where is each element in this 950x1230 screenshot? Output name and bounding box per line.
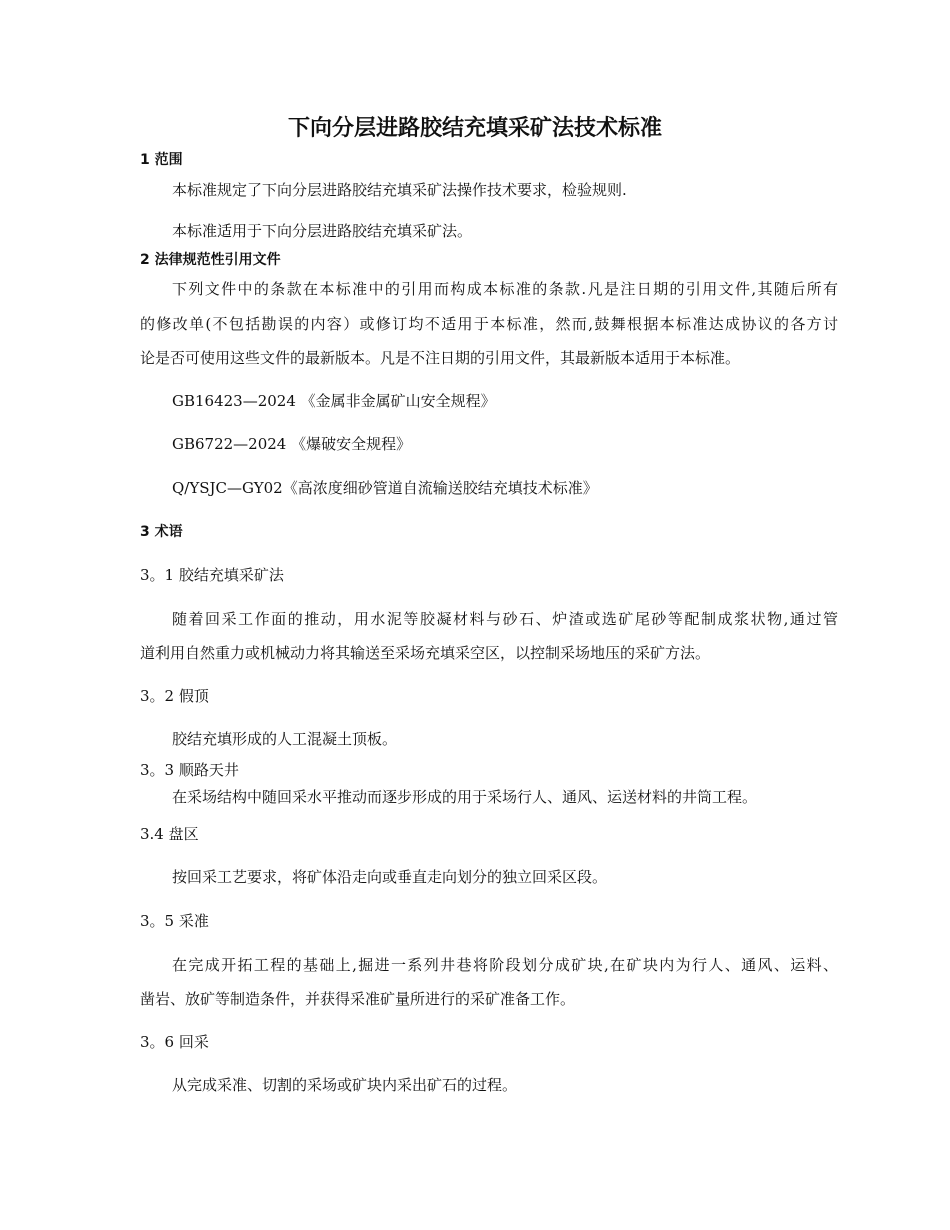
term-3-3-definition: 在采场结构中随回采水平推动而逐步形成的用于采场行人、通风、运送材料的井筒工程。 [172,788,758,806]
section-1-paragraph-2: 本标准适用于下向分层进路胶结充填采矿法。 [172,222,473,240]
term-3-5-label: 3。5 采准 [140,912,209,930]
term-3-6-definition: 从完成采准、切割的采场或矿块内采出矿石的过程。 [172,1076,518,1094]
term-3-1-label: 3。1 胶结充填采矿法 [140,566,284,584]
term-3-2-definition: 胶结充填形成的人工混凝土顶板。 [172,730,398,748]
section-1-paragraph-1: 本标准规定了下向分层进路胶结充填采矿法操作技术要求，检验规则. [172,181,627,199]
term-3-1-definition-line-1: 随着回采工作面的推动，用水泥等胶凝材料与砂石、炉渣或选矿尾砂等配制成浆状物,通过管 [172,610,838,628]
section-2-paragraph-line-3: 论是否可使用这些文件的最新版本。凡是不注日期的引用文件，其最新版本适用于本标准。 [140,349,741,367]
reference-item: GB6722—2024 《爆破安全规程》 [172,435,412,453]
term-3-2-label: 3。2 假顶 [140,687,209,705]
section-2-paragraph-line-2: 的修改单(不包括勘误的内容）或修订均不适用于本标准，然而,鼓舞根据本标准达成协议的各方讨 [140,315,838,333]
term-3-1-definition-line-2: 道利用自然重力或机械动力将其输送至采场充填采空区，以控制采场地压的采矿方法。 [140,644,711,662]
term-3-6-label: 3。6 回采 [140,1033,209,1051]
term-3-3-label: 3。3 顺路天井 [140,761,239,779]
section-3-heading: 3 术语 [140,524,183,540]
section-2-paragraph-line-1: 下列文件中的条款在本标准中的引用而构成本标准的条款.凡是注日期的引用文件,其随后所有 [172,280,838,298]
reference-item: GB16423—2024 《金属非金属矿山安全规程》 [172,392,496,410]
term-3-5-definition-line-2: 凿岩、放矿等制造条件，并获得采准矿量所进行的采矿准备工作。 [140,990,576,1008]
section-2-heading: 2 法律规范性引用文件 [140,252,281,268]
term-3-4-label: 3.4 盘区 [140,825,199,843]
reference-item: Q/YSJC—GY02《高浓度细砂管道自流输送胶结充填技术标准》 [172,479,598,497]
term-3-5-definition-line-1: 在完成开拓工程的基础上,掘进一系列井巷将阶段划分成矿块,在矿块内为行人、通风、运料、 [172,956,838,974]
term-3-4-definition: 按回采工艺要求，将矿体沿走向或垂直走向划分的独立回采区段。 [172,868,608,886]
document-title: 下向分层进路胶结充填采矿法技术标准 [287,116,662,141]
section-1-heading: 1 范围 [140,152,183,168]
